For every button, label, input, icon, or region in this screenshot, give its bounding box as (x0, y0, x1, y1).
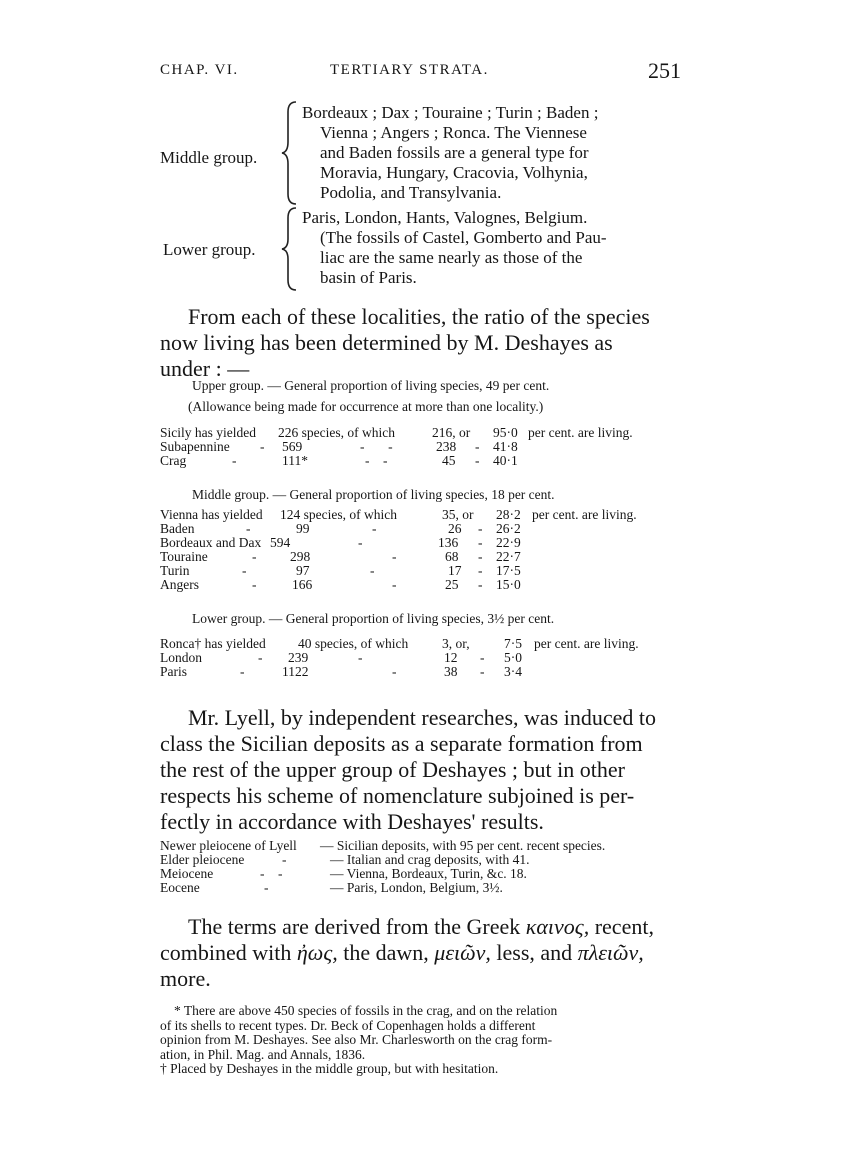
dash-cell: - (264, 880, 269, 895)
ratio-cell: 22·7 (496, 549, 521, 564)
locality-cell: Turin (160, 563, 190, 578)
living-cell: 38 (444, 664, 458, 679)
middle-group-line: Moravia, Hungary, Cracovia, Volhynia, (320, 163, 588, 182)
ratio-cell: 28·2 (496, 507, 521, 522)
sep-cell: - (480, 664, 485, 679)
page-number: 251 (648, 58, 681, 83)
nomenclature-table (160, 838, 700, 894)
ratio-cell: 7·5 (504, 636, 522, 651)
locality-cell: Subapennine (160, 439, 230, 454)
dash-cell: - (232, 453, 237, 468)
locality-cell: Angers (160, 577, 199, 592)
living-cell: 26 (448, 521, 462, 536)
greek-word: ἠως, (296, 940, 338, 965)
dash-cell: - (246, 521, 251, 536)
table-row (160, 664, 700, 678)
living-cell: 216, or (432, 425, 471, 440)
epoch-description: — Italian and crag deposits, with 41. (330, 852, 530, 867)
sep-cell: - (475, 439, 480, 454)
dots-cell: - (370, 563, 375, 578)
locality-cell: Vienna has yielded (160, 507, 263, 522)
middle-group-line: Bordeaux ; Dax ; Touraine ; Turin ; Baden ; (302, 103, 599, 122)
species-cell: 1122 (282, 664, 309, 679)
dots-cell: - (392, 664, 397, 679)
footnotes (160, 1004, 557, 1077)
paragraph-line: the rest of the upper group of Deshayes ; but in other (160, 757, 625, 782)
lower-group-heading: Lower group. — General proportion of living species, 3½ per cent. (192, 611, 555, 626)
species-cell: 569 (282, 439, 303, 454)
middle-group-brace (280, 100, 300, 206)
dash-cell: - (282, 852, 287, 867)
species-cell: 226 species, of which (278, 425, 395, 440)
living-cell: 45 (442, 453, 456, 468)
middle-group-label: Middle group. (160, 148, 258, 167)
paragraph-line: more. (160, 966, 211, 991)
text-run: recent, (589, 914, 654, 939)
dash-cell: - (252, 549, 257, 564)
species-cell: 239 (288, 650, 309, 665)
table-row (160, 453, 700, 467)
ratio-cell: 26·2 (496, 521, 521, 536)
table-row (160, 439, 700, 453)
lower-group-line: Paris, London, Hants, Valognes, Belgium. (302, 208, 588, 227)
dash-cell: - - (260, 866, 283, 881)
locality-cell: Baden (160, 521, 195, 536)
living-cell: 3, or, (442, 636, 470, 651)
text-run: The terms are derived from the Greek (188, 914, 526, 939)
dash-cell: - (252, 577, 257, 592)
ratio-cell: 95·0 (493, 425, 518, 440)
locality-cell: London (160, 650, 202, 665)
middle-group-text (302, 103, 598, 203)
dots-cell: - - (360, 439, 393, 454)
dots-cell: - (358, 650, 363, 665)
suffix-cell: per cent. are living. (534, 636, 639, 651)
table-row (160, 838, 700, 852)
table-row (160, 880, 700, 894)
dots-cell: - - (365, 453, 388, 468)
footnote-line: of its shells to recent types. Dr. Beck of Copenhagen holds a different (160, 1017, 536, 1033)
table-row (160, 549, 700, 563)
paragraph-line: From each of these localities, the ratio of the species (188, 304, 650, 329)
epoch-description: — Sicilian deposits, with 95 per cent. recent species. (320, 838, 606, 853)
species-cell: 166 (292, 577, 313, 592)
chapter-heading: CHAP. VI. (160, 62, 239, 78)
dash-cell: - (258, 650, 263, 665)
upper-group-heading: Upper group. — General proportion of living species, 49 per cent. (192, 378, 550, 393)
epoch-name: Meiocene (160, 866, 214, 881)
table-row (160, 866, 700, 880)
living-cell: 25 (445, 577, 459, 592)
species-cell: 40 species, of which (298, 636, 409, 651)
paragraph-line: now living has been determined by M. Deshayes as (160, 330, 613, 355)
dots-cell: - (372, 521, 377, 536)
epoch-name: Elder pleiocene (160, 852, 245, 867)
ratio-cell: 40·1 (493, 453, 518, 468)
middle-group-line: Vienna ; Angers ; Ronca. The Viennese (320, 123, 587, 142)
table-row (160, 425, 700, 439)
dash-cell: - (242, 563, 247, 578)
footnote-line: * There are above 450 species of fossils in the crag, and on the relation (174, 1003, 558, 1018)
lower-group-line: liac are the same nearly as those of the (320, 248, 583, 267)
sep-cell: - (480, 650, 485, 665)
living-cell: 17 (448, 563, 462, 578)
dots-cell: - (358, 535, 363, 550)
table-row (160, 650, 700, 664)
locality-cell: Sicily has yielded (160, 425, 256, 440)
sep-cell: - (478, 577, 483, 592)
lower-group-label: Lower group. (163, 240, 256, 259)
species-cell: 97 (296, 563, 310, 578)
middle-group-heading: Middle group. — General proportion of living species, 18 per cent. (192, 487, 555, 502)
living-cell: 12 (444, 650, 458, 665)
dots-cell: - (392, 577, 397, 592)
locality-cell: Bordeaux and Dax (160, 535, 262, 550)
table-row (160, 535, 700, 549)
living-cell: 68 (445, 549, 459, 564)
greek-word: μειῶν, (434, 940, 491, 965)
footnote-line: ation, in Phil. Mag. and Annals, 1836. (160, 1046, 366, 1062)
ratio-cell: 5·0 (504, 650, 522, 665)
table-row (160, 577, 700, 591)
living-cell: 136 (438, 535, 459, 550)
ratio-cell: 22·9 (496, 535, 521, 550)
footnote-line: † Placed by Deshayes in the middle group, but with hesitation. (160, 1061, 499, 1076)
dots-cell: - (392, 549, 397, 564)
species-cell: 594 (270, 535, 291, 550)
lower-group-brace (280, 206, 300, 292)
paragraph-line (160, 914, 654, 940)
species-cell: 111* (282, 453, 308, 468)
upper-group-note: (Allowance being made for occurrence at more than one locality.) (188, 399, 544, 414)
lyell-paragraph (160, 705, 656, 835)
locality-cell: Paris (160, 664, 187, 679)
suffix-cell: per cent. are living. (528, 425, 633, 440)
text-run: less, and (490, 940, 578, 965)
paragraph-line: class the Sicilian deposits as a separate formation from (160, 731, 643, 756)
footnote-line: opinion from M. Deshayes. See also Mr. Charlesworth on the crag form- (160, 1032, 553, 1047)
sep-cell: - (478, 521, 483, 536)
table-row (160, 852, 700, 866)
lower-group-line: (The fossils of Castel, Gomberto and Pau- (320, 228, 607, 247)
middle-group-line: Podolia, and Transylvania. (320, 183, 502, 202)
species-cell: 298 (290, 549, 311, 564)
sep-cell: - (478, 535, 483, 550)
species-cell: 99 (296, 521, 310, 536)
greek-paragraph (160, 914, 654, 992)
epoch-name: Eocene (160, 880, 200, 895)
ratio-cell: 3·4 (504, 664, 522, 679)
species-cell: 124 species, of which (280, 507, 397, 522)
sep-cell: - (475, 453, 480, 468)
dash-cell: - (260, 439, 265, 454)
locality-cell: Touraine (160, 549, 208, 564)
paragraph-line: respects his scheme of nomenclature subjoined is per- (160, 783, 635, 808)
middle-group-table (160, 507, 700, 591)
locality-cell: Crag (160, 453, 187, 468)
living-cell: 238 (436, 439, 457, 454)
text-run: combined with (160, 940, 297, 965)
lower-group-table (160, 636, 700, 678)
lower-group-text (302, 208, 607, 288)
greek-word: πλειῶν, (577, 940, 644, 965)
ratio-cell: 17·5 (496, 563, 521, 578)
intro-paragraph (160, 304, 650, 382)
table-row (160, 636, 700, 650)
greek-word: καινος, (525, 914, 590, 939)
suffix-cell: per cent. are living. (532, 507, 637, 522)
epoch-description: — Paris, London, Belgium, 3½. (330, 880, 503, 895)
sep-cell: - (478, 563, 483, 578)
ratio-cell: 15·0 (496, 577, 521, 592)
sep-cell: - (478, 549, 483, 564)
dash-cell: - (240, 664, 245, 679)
ratio-cell: 41·8 (493, 439, 518, 454)
paragraph-line: fectly in accordance with Deshayes' results. (160, 809, 544, 834)
lower-group-line: basin of Paris. (320, 268, 417, 287)
living-cell: 35, or (442, 507, 474, 522)
paragraph-line: under : — (160, 356, 250, 381)
epoch-description: — Vienna, Bordeaux, Turin, &c. 18. (330, 866, 527, 881)
paragraph-line: Mr. Lyell, by independent researches, was induced to (188, 705, 656, 730)
paragraph-line (160, 940, 654, 966)
text-run: the dawn, (337, 940, 435, 965)
running-title: TERTIARY STRATA. (330, 62, 489, 78)
table-row (160, 521, 700, 535)
table-row (160, 507, 700, 521)
table-row (160, 563, 700, 577)
locality-cell: Ronca† has yielded (160, 636, 266, 651)
upper-group-table (160, 425, 700, 467)
middle-group-line: and Baden fossils are a general type for (320, 143, 589, 162)
epoch-name: Newer pleiocene of Lyell (160, 838, 297, 853)
